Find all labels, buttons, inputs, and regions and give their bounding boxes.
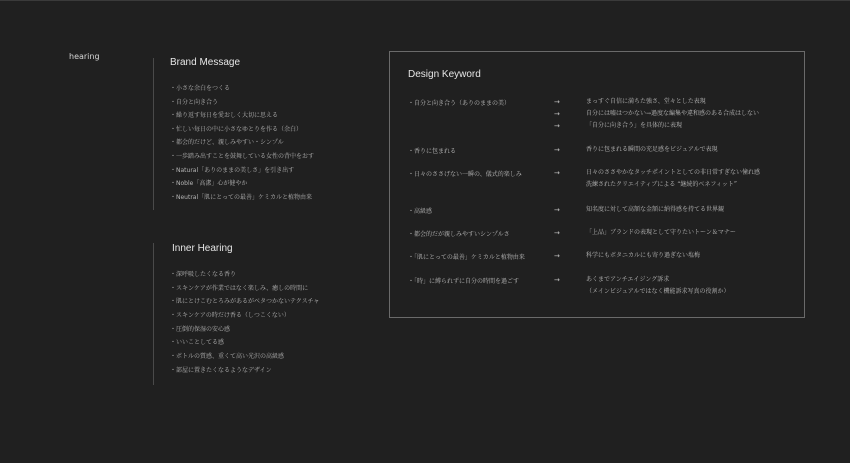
list-item: ・Natural「ありのままの美しさ」を引き出す [170,166,295,174]
list-item: ・いいことしてる感 [170,339,225,347]
arrow-right-icon: → [554,276,560,284]
keyword-expression: 香りに包まれる瞬間の充足感をビジュアルで表現 [586,146,718,153]
brand-message-list [170,82,314,204]
list-item: ・自分と向き合う [170,98,219,106]
keyword-label: ・日々のささげない一瞬の、儀式的楽しみ [408,171,522,178]
brand-message-title: Brand Message [170,57,241,68]
list-item: ・スキンケアが作業ではなく楽しみ、癒しの時間に [170,284,309,292]
list-item: ・小さな余白をつくる [170,85,231,92]
keyword-label: ・都会的だが親しみやすいシンプルさ [408,231,510,238]
keyword-expression: あくまでアンチエイジング訴求 [586,276,670,283]
list-item: ・部屋に置きたくなるようなデザイン [170,366,272,374]
list-item: ・Neutral「肌にとっての最善」ケミカルと植物由来 [170,193,313,201]
arrow-right-icon: → [554,146,560,154]
keyword-expression: 科学にもボタニカルにも寄り過ぎない塩梅 [586,252,701,259]
inner-hearing-divider [153,243,154,385]
keyword-expression: （メインビジュアルではなく機能訴求写真の役割か） [586,288,730,295]
arrow-right-icon: → [554,229,560,237]
keyword-label: ・「時」に縛られずに自分の時間を過ごす [408,278,520,285]
keyword-label: ・「肌にとっての最善」ケミカルと植物由来 [408,254,525,261]
page-label: hearing [69,52,100,61]
keyword-label: ・香りに包まれる [408,148,457,155]
list-item: ・Noble「高潔」心が健やか [170,180,248,188]
list-item: ・一歩踏み出すことを鼓舞している女性の背中をおす [170,152,315,160]
list-item: ・繰り返す毎日を愛おしく大切に思える [170,112,279,120]
keyword-label: ・自分と向き合う（ありのままの美） [408,100,511,107]
list-item: ・スキンケアの時だけ香る（しつこくない） [170,312,290,320]
list-item: ・ボトルの質感、重くて高い光沢の高級感 [170,353,285,361]
keyword-expression: 洗練されたクリエイティブによる “継続的ベネフィット” [586,181,737,188]
arrow-right-icon: → [554,252,560,260]
arrow-right-icon: → [554,98,560,106]
arrow-right-icon: → [554,169,560,177]
keyword-expression: 「上品」ブランドの表現として守りたいトーン＆マナー [586,229,736,236]
keyword-label: ・高級感 [408,208,433,215]
arrow-right-icon: → [554,206,560,214]
keyword-expression: 知名度に対して高額な金額に納得感を持てる世界観 [586,206,725,213]
top-divider [0,0,850,1]
inner-hearing-title: Inner Hearing [172,243,233,254]
list-item: ・忙しい毎日の中に小さなゆとりを作る（余白） [170,125,303,133]
design-keyword-title: Design Keyword [408,69,481,80]
list-item: ・肌にとけこむとろみがあるがベタつかないテクスチャ [170,298,320,306]
list-item: ・深呼吸したくなる香り [170,271,237,278]
keyword-expression: 自分には嘘はつかない→過度な編集や違和感のある合成はしない [586,110,760,117]
arrow-right-icon: → [554,110,560,118]
list-item: ・圧倒的保湿の安心感 [170,325,231,333]
keyword-expression: まっすぐ自信に満ちた強さ、堂々とした表現 [586,98,706,105]
keyword-expression: 日々のささやかなタッチポイントとしての非日常すぎない憧れ感 [586,169,761,176]
keyword-expression: 「自分に向き合う」を具体的に表現 [586,122,683,129]
list-item: ・都会的だけど、親しみやすい・シンプル [170,139,284,147]
inner-hearing-list [170,268,319,378]
brand-message-divider [153,58,154,210]
arrow-right-icon: → [554,122,560,130]
